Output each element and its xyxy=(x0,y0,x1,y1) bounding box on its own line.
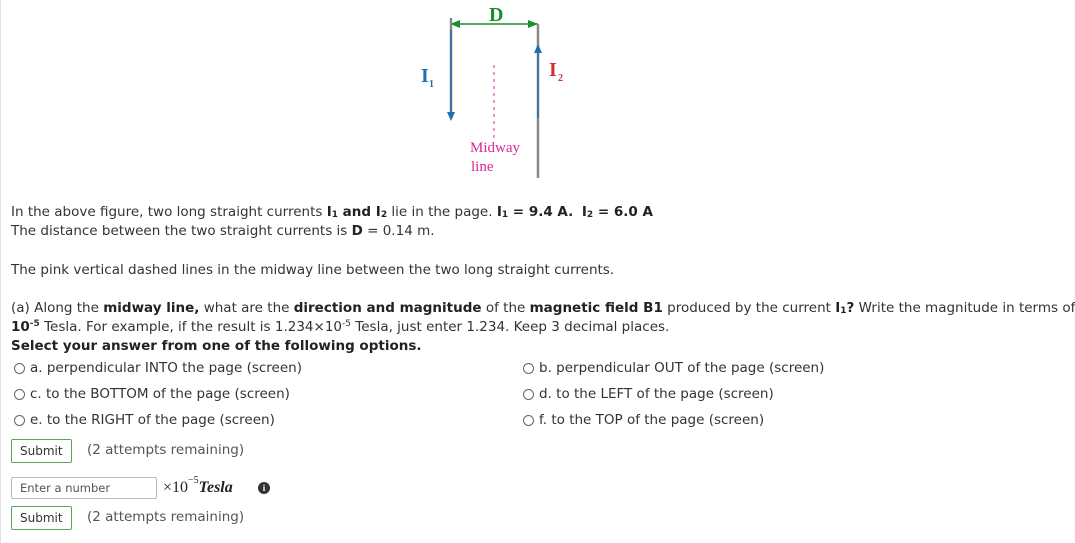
option-e[interactable]: e. to the RIGHT of the page (screen) xyxy=(14,412,275,428)
distance-arrow-right-head xyxy=(528,20,538,28)
wires-figure xyxy=(0,0,1024,195)
info-icon[interactable]: i xyxy=(258,482,270,494)
problem-line-2: The distance between the two straight currents is D = 0.14 m. xyxy=(11,223,435,239)
option-c[interactable]: c. to the BOTTOM of the page (screen) xyxy=(14,386,290,402)
wire-2-arrow-icon xyxy=(534,44,542,53)
radio-e[interactable] xyxy=(14,415,25,426)
attempts-remaining-choice: (2 attempts remaining) xyxy=(87,442,245,458)
attempts-remaining-number: (2 attempts remaining) xyxy=(87,509,245,525)
option-f[interactable]: f. to the TOP of the page (screen) xyxy=(523,412,764,428)
midway-label-line1: Midway xyxy=(470,140,520,156)
problem-line-3: The pink vertical dashed lines in the midway line between the two long straight currents. xyxy=(11,262,615,278)
number-input[interactable] xyxy=(11,477,157,499)
question-a-line-2: $10^{-5}$ Tesla. For example, if the result is $1.234\times 10^{-5}$ Tesla, just enter 1.234. Keep 3 decimal places. xyxy=(11,319,670,335)
select-prompt: Select your answer from one of the following options. xyxy=(11,338,422,354)
radio-d[interactable] xyxy=(523,389,534,400)
midway-label-line2: line xyxy=(471,159,494,175)
radio-a[interactable] xyxy=(14,363,25,374)
option-b[interactable]: b. perpendicular OUT of the page (screen) xyxy=(523,360,824,376)
wire-1-arrow-icon xyxy=(447,112,455,121)
option-d[interactable]: d. to the LEFT of the page (screen) xyxy=(523,386,774,402)
option-a[interactable]: a. perpendicular INTO the page (screen) xyxy=(14,360,302,376)
radio-c[interactable] xyxy=(14,389,25,400)
radio-f[interactable] xyxy=(523,415,534,426)
units-label: $\times 10^{-5}Tesla$ xyxy=(163,475,233,496)
question-a-line-1: (a) Along the midway line, what are the direction and magnitude of the magnetic field B1 produced by the current $I_1$? Write the magnitude in terms of xyxy=(11,300,1075,316)
current-2-label: I xyxy=(549,59,557,81)
current-1-label: I xyxy=(421,65,429,87)
distance-label: D xyxy=(489,4,504,26)
submit-button-number[interactable]: Submit xyxy=(11,506,72,530)
radio-b[interactable] xyxy=(523,363,534,374)
current-2-subscript: 2 xyxy=(558,73,563,84)
problem-line-1: In the above figure, two long straight currents $I_1$ and $I_2$ lie in the page. $I_1 = 9.4$ A. $I_2 = 6.0$ A xyxy=(11,204,653,220)
current-1-subscript: 1 xyxy=(429,79,434,90)
submit-button-choice[interactable]: Submit xyxy=(11,439,72,463)
